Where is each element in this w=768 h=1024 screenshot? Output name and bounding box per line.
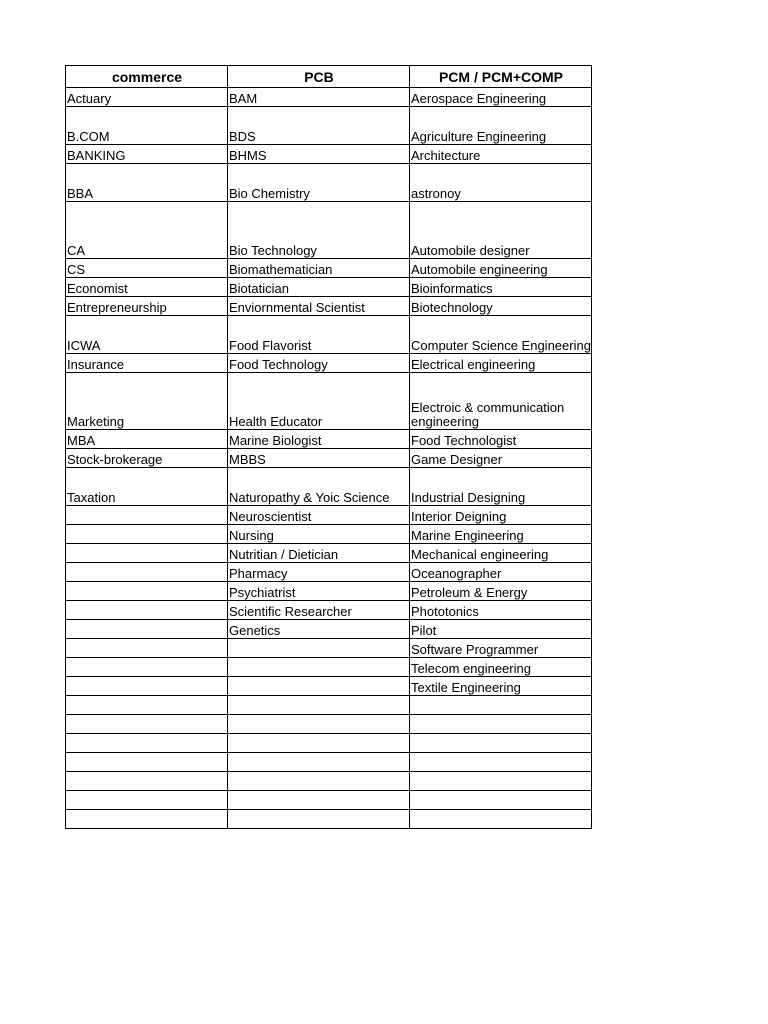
table-cell-pcm: Bioinformatics bbox=[410, 278, 592, 297]
table-cell-pcb bbox=[228, 696, 410, 715]
table-cell-commerce: ICWA bbox=[66, 316, 228, 354]
table-row bbox=[66, 791, 592, 810]
table-row bbox=[66, 107, 592, 145]
table-cell-commerce bbox=[66, 582, 228, 601]
table-cell-commerce bbox=[66, 620, 228, 639]
table-row bbox=[66, 639, 592, 658]
table-cell-pcm: astronoy bbox=[410, 164, 592, 202]
table-cell-pcb: Nutritian / Dietician bbox=[228, 544, 410, 563]
table-cell-pcb: Bio Chemistry bbox=[228, 164, 410, 202]
table-row bbox=[66, 696, 592, 715]
table-row bbox=[66, 601, 592, 620]
table-cell-pcb bbox=[228, 658, 410, 677]
career-streams-table bbox=[65, 65, 592, 829]
table-row bbox=[66, 297, 592, 316]
table-cell-commerce bbox=[66, 696, 228, 715]
table-cell-pcb: BDS bbox=[228, 107, 410, 145]
table-row bbox=[66, 468, 592, 506]
table-row bbox=[66, 506, 592, 525]
table-row bbox=[66, 544, 592, 563]
table-cell-commerce bbox=[66, 506, 228, 525]
table-cell-pcb: Marine Biologist bbox=[228, 430, 410, 449]
table-cell-commerce: Actuary bbox=[66, 88, 228, 107]
table-cell-pcb: Food Flavorist bbox=[228, 316, 410, 354]
table-cell-pcb: Nursing bbox=[228, 525, 410, 544]
table-cell-commerce bbox=[66, 601, 228, 620]
table-row bbox=[66, 373, 592, 430]
table-cell-commerce bbox=[66, 810, 228, 829]
table-cell-commerce: Taxation bbox=[66, 468, 228, 506]
table-cell-commerce bbox=[66, 753, 228, 772]
table-row bbox=[66, 88, 592, 107]
table-cell-pcm: Mechanical engineering bbox=[410, 544, 592, 563]
table-cell-commerce bbox=[66, 544, 228, 563]
table-cell-pcm: Electrical engineering bbox=[410, 354, 592, 373]
table-cell-commerce bbox=[66, 677, 228, 696]
table-cell-pcm: Automobile designer bbox=[410, 202, 592, 259]
column-header-commerce: commerce bbox=[66, 66, 228, 88]
table-cell-pcb: BAM bbox=[228, 88, 410, 107]
table-cell-pcm bbox=[410, 715, 592, 734]
table-cell-pcm: Interior Deigning bbox=[410, 506, 592, 525]
table-row bbox=[66, 259, 592, 278]
table-cell-commerce bbox=[66, 658, 228, 677]
table-row bbox=[66, 354, 592, 373]
table-cell-pcm bbox=[410, 734, 592, 753]
table-row bbox=[66, 753, 592, 772]
table-cell-pcb bbox=[228, 791, 410, 810]
table-cell-commerce: CA bbox=[66, 202, 228, 259]
table-cell-pcm: Marine Engineering bbox=[410, 525, 592, 544]
table-cell-pcb bbox=[228, 772, 410, 791]
table-cell-pcm: Telecom engineering bbox=[410, 658, 592, 677]
table-row bbox=[66, 449, 592, 468]
table-cell-commerce bbox=[66, 639, 228, 658]
table-cell-pcm: Food Technologist bbox=[410, 430, 592, 449]
table-cell-pcb: Biotatician bbox=[228, 278, 410, 297]
table-cell-commerce: Insurance bbox=[66, 354, 228, 373]
table-row bbox=[66, 715, 592, 734]
table-cell-pcb: Scientific Researcher bbox=[228, 601, 410, 620]
table-cell-pcm: Agriculture Engineering bbox=[410, 107, 592, 145]
table-cell-commerce bbox=[66, 525, 228, 544]
table-cell-pcm: Game Designer bbox=[410, 449, 592, 468]
table-cell-pcm: Computer Science Engineering bbox=[410, 316, 592, 354]
table-row bbox=[66, 278, 592, 297]
table-row bbox=[66, 430, 592, 449]
table-cell-pcb: Food Technology bbox=[228, 354, 410, 373]
table-cell-commerce bbox=[66, 734, 228, 753]
table-cell-pcm bbox=[410, 810, 592, 829]
table-cell-commerce bbox=[66, 715, 228, 734]
table-cell-pcm: Automobile engineering bbox=[410, 259, 592, 278]
table-cell-pcm bbox=[410, 696, 592, 715]
table-cell-pcm bbox=[410, 772, 592, 791]
table-cell-pcm: Petroleum & Energy bbox=[410, 582, 592, 601]
table-cell-pcb: BHMS bbox=[228, 145, 410, 164]
table-row bbox=[66, 658, 592, 677]
table-cell-commerce: B.COM bbox=[66, 107, 228, 145]
table-cell-pcb: MBBS bbox=[228, 449, 410, 468]
table-cell-pcm: Biotechnology bbox=[410, 297, 592, 316]
table-cell-pcb bbox=[228, 715, 410, 734]
table-cell-commerce: Economist bbox=[66, 278, 228, 297]
column-header-pcb: PCB bbox=[228, 66, 410, 88]
table-cell-pcb bbox=[228, 639, 410, 658]
table-row bbox=[66, 734, 592, 753]
table-cell-pcb: Genetics bbox=[228, 620, 410, 639]
table-row bbox=[66, 810, 592, 829]
table-header-row bbox=[66, 66, 592, 88]
table-cell-pcb: Naturopathy & Yoic Science bbox=[228, 468, 410, 506]
table-row bbox=[66, 563, 592, 582]
table-cell-commerce bbox=[66, 563, 228, 582]
table-cell-pcm: Aerospace Engineering bbox=[410, 88, 592, 107]
table-cell-pcb bbox=[228, 734, 410, 753]
table-cell-pcb: Biomathematician bbox=[228, 259, 410, 278]
table-cell-pcm: Phototonics bbox=[410, 601, 592, 620]
table-cell-pcb bbox=[228, 810, 410, 829]
table-row bbox=[66, 772, 592, 791]
table-cell-pcb: Pharmacy bbox=[228, 563, 410, 582]
table-cell-pcm: Oceanographer bbox=[410, 563, 592, 582]
table-row bbox=[66, 164, 592, 202]
table-cell-pcb: Bio Technology bbox=[228, 202, 410, 259]
table-cell-commerce: Stock-brokerage bbox=[66, 449, 228, 468]
table-row bbox=[66, 582, 592, 601]
table-row bbox=[66, 677, 592, 696]
table-cell-pcm: Architecture bbox=[410, 145, 592, 164]
table-cell-pcm: Textile Engineering bbox=[410, 677, 592, 696]
table-cell-pcb bbox=[228, 677, 410, 696]
table-row bbox=[66, 316, 592, 354]
table-cell-commerce bbox=[66, 791, 228, 810]
table-cell-commerce: Entrepreneurship bbox=[66, 297, 228, 316]
table-cell-pcm bbox=[410, 753, 592, 772]
table-row bbox=[66, 525, 592, 544]
table-cell-pcm: Software Programmer bbox=[410, 639, 592, 658]
table-cell-pcm: Electroic & communication engineering bbox=[410, 373, 592, 430]
table-cell-pcm: Pilot bbox=[410, 620, 592, 639]
table-row bbox=[66, 145, 592, 164]
table-cell-commerce: MBA bbox=[66, 430, 228, 449]
table-row bbox=[66, 202, 592, 259]
table-cell-pcb: Psychiatrist bbox=[228, 582, 410, 601]
table-cell-pcb: Neuroscientist bbox=[228, 506, 410, 525]
table-cell-pcb: Enviornmental Scientist bbox=[228, 297, 410, 316]
table-cell-pcm: Industrial Designing bbox=[410, 468, 592, 506]
table-cell-commerce: BBA bbox=[66, 164, 228, 202]
table-cell-pcm bbox=[410, 791, 592, 810]
table-row bbox=[66, 620, 592, 639]
table-cell-pcb bbox=[228, 753, 410, 772]
table-cell-commerce: CS bbox=[66, 259, 228, 278]
column-header-pcm: PCM / PCM+COMP bbox=[410, 66, 592, 88]
table-cell-commerce: BANKING bbox=[66, 145, 228, 164]
table-cell-commerce bbox=[66, 772, 228, 791]
table-cell-commerce: Marketing bbox=[66, 373, 228, 430]
table-cell-pcb: Health Educator bbox=[228, 373, 410, 430]
